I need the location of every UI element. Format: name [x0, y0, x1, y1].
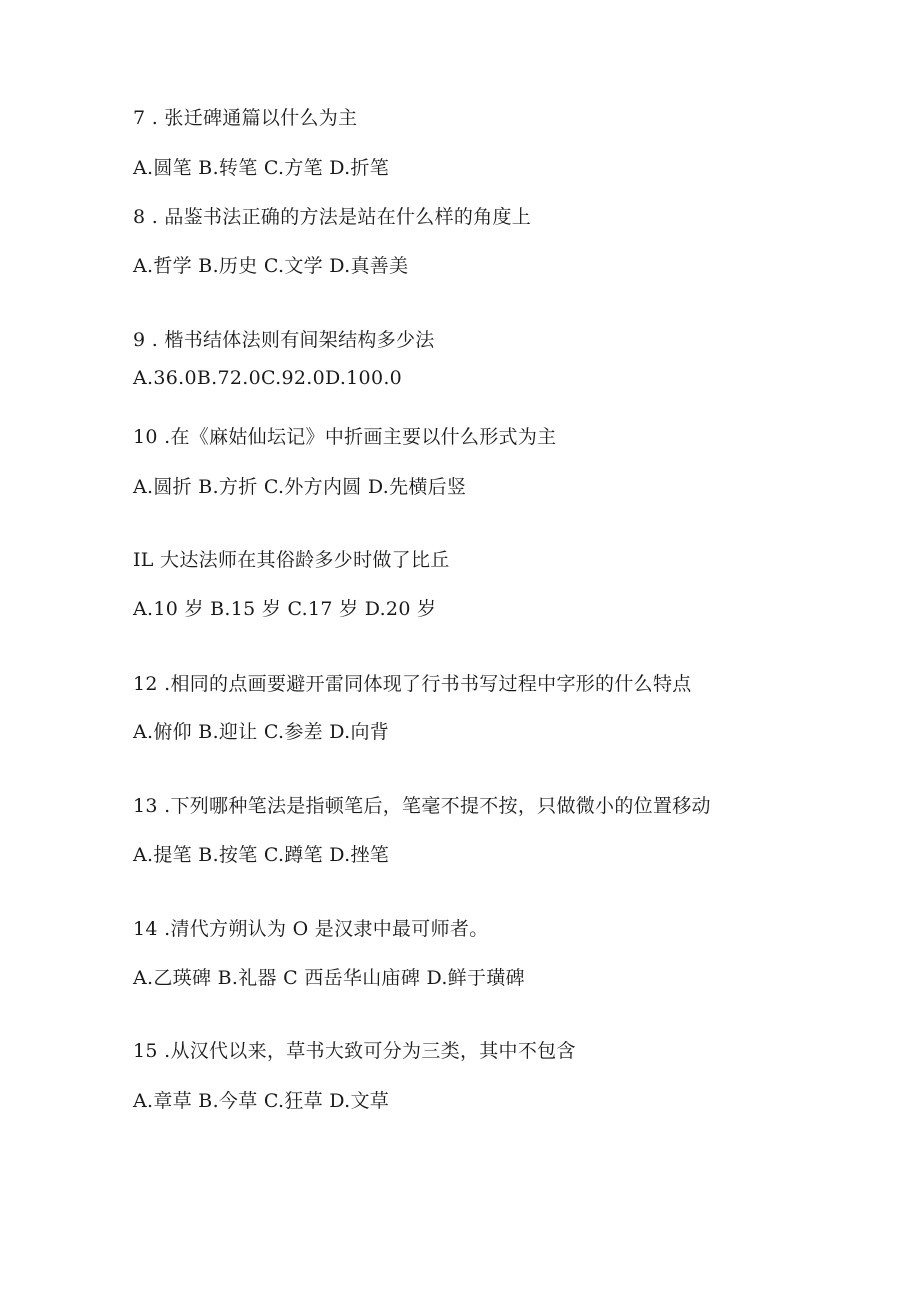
- question-15-options: A.章草 B.今草 C.狂草 D.文草: [133, 1090, 390, 1112]
- question-12-options: A.俯仰 B.迎让 C.参差 D.向背: [133, 721, 390, 743]
- question-10-text: 10 .在《麻姑仙坛记》中折画主要以什么形式为主: [133, 426, 557, 448]
- question-10-options: A.圆折 B.方折 C.外方内圆 D.先横后竖: [133, 476, 467, 498]
- question-7-options: A.圆笔 B.转笔 C.方笔 D.折笔: [133, 157, 390, 179]
- question-9-options: A.36.0B.72.0C.92.0D.100.0: [133, 367, 403, 389]
- question-14-text: 14 .清代方朔认为 O 是汉隶中最可师者。: [133, 918, 489, 940]
- question-7-text: 7 . 张迁碑通篇以什么为主: [133, 107, 358, 129]
- question-13-options: A.提笔 B.按笔 C.蹲笔 D.挫笔: [133, 844, 390, 866]
- question-8-text: 8 . 品鉴书法正确的方法是站在什么样的角度上: [133, 206, 532, 228]
- question-11-text: IL 大达法师在其俗龄多少时做了比丘: [133, 549, 450, 571]
- question-9-text: 9 . 楷书结体法则有间架结构多少法: [133, 329, 435, 351]
- question-14-options: A.乙瑛碑 B.礼器 C 西岳华山庙碑 D.鲜于璜碑: [133, 967, 525, 989]
- question-13-text: 13 .下列哪种笔法是指顿笔后，笔毫不提不按，只做微小的位置移动: [133, 795, 711, 817]
- question-8-options: A.哲学 B.历史 C.文学 D.真善美: [133, 255, 409, 277]
- question-11-options: A.10 岁 B.15 岁 C.17 岁 D.20 岁: [133, 598, 437, 620]
- question-12-text: 12 .相同的点画要避开雷同体现了行书书写过程中字形的什么特点: [133, 673, 692, 695]
- question-15-text: 15 .从汉代以来，草书大致可分为三类，其中不包含: [133, 1040, 576, 1062]
